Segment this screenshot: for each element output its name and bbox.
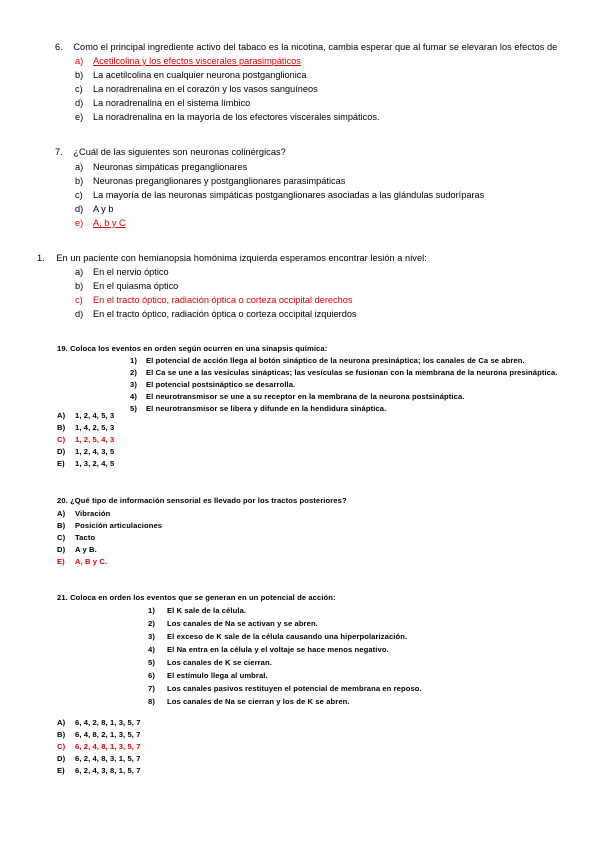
option-text: En el quiasma óptico xyxy=(93,281,179,291)
option-text: La mayoría de las neuronas simpáticas postganglionares asociadas a las glándulas sudoríparas xyxy=(93,190,485,200)
question-number: 1. xyxy=(37,253,45,263)
question-number: 7. xyxy=(55,147,63,157)
option-text: La noradrenalina en la mayoría de los efectores viscerales simpáticos. xyxy=(93,112,380,122)
option-a[interactable]: A) 6, 4, 2, 8, 1, 3, 5, 7 xyxy=(57,718,141,727)
step-4: 4) El Na entra en la célula y el voltaje se hace menos negativo. xyxy=(148,645,389,654)
option-text: Neuronas preganglionares y postganglionares parasimpáticas xyxy=(93,176,346,186)
option-a[interactable]: a) Neuronas simpáticas preganglionares xyxy=(75,162,248,172)
option-c[interactable]: C) 1, 2, 5, 4, 3 xyxy=(57,435,115,444)
option-text: Neuronas simpáticas preganglionares xyxy=(93,162,248,172)
option-b[interactable]: B) 1, 4, 2, 5, 3 xyxy=(57,423,115,432)
step-7: 7) Los canales pasivos restituyen el potencial de membrana en reposo. xyxy=(148,684,422,693)
option-c[interactable]: c) La mayoría de las neuronas simpáticas postganglionares asociadas a las glándulas sudoríparas xyxy=(75,190,485,200)
option-e[interactable]: e) La noradrenalina en la mayoría de los efectores viscerales simpáticos. xyxy=(75,112,380,122)
question-7 xyxy=(55,147,286,157)
question-text: ¿Cuál de las siguientes son neuronas colinérgicas? xyxy=(73,147,286,157)
question-20: 20. ¿Qué tipo de información sensorial es llevado por los tractos posteriores? xyxy=(57,496,347,505)
option-a[interactable]: a) Acetilcolina y los efectos viscerales parasimpáticos xyxy=(75,56,301,66)
option-text: A, b y C xyxy=(93,218,126,228)
question-text: En un paciente con hemianopsia homónima izquierda esperamos encontrar lesión a nivel: xyxy=(56,253,427,263)
option-a[interactable]: a) En el nervio óptico xyxy=(75,267,169,277)
step-4: 4) El neurotransmisor se une a su receptor en la membrana de la neurona postsináptica. xyxy=(130,392,465,401)
option-c[interactable]: c) La noradrenalina en el corazón y los vasos sanguíneos xyxy=(75,84,318,94)
option-c[interactable]: c) En el tracto óptico, radiación óptica o corteza occipital derechos xyxy=(75,295,353,305)
option-text: En el tracto óptico, radiación óptica o corteza occipital izquierdos xyxy=(93,309,357,319)
step-2: 2) Los canales de Na se activan y se abren. xyxy=(148,619,318,628)
option-text: La noradrenalina en el corazón y los vasos sanguíneos xyxy=(93,84,318,94)
option-b[interactable]: B) Posición articulaciones xyxy=(57,521,163,530)
step-5: 5) El neurotransmisor se libera y difunde en la hendidura sináptica. xyxy=(130,404,387,413)
step-8: 8) Los canales de Na se cierran y los de K se abren. xyxy=(148,697,350,706)
step-5: 5) Los canales de K se cierran. xyxy=(148,658,272,667)
option-e[interactable]: E) A, B y C. xyxy=(57,557,108,566)
option-text: A y b xyxy=(93,204,114,214)
option-a[interactable]: A) 1, 2, 4, 5, 3 xyxy=(57,411,115,420)
option-text: La noradrenalina en el sistema límbico xyxy=(93,98,251,108)
option-b[interactable]: b) La acetilcolina en cualquier neurona postganglionica xyxy=(75,70,307,80)
question-1 xyxy=(37,253,427,263)
option-d[interactable]: D) A y B. xyxy=(57,545,97,554)
option-e[interactable]: e) A, b y C xyxy=(75,218,126,228)
option-b[interactable]: b) Neuronas preganglionares y postganglionares parasimpáticas xyxy=(75,176,346,186)
question-6 xyxy=(55,42,557,52)
question-19: 19. Coloca los eventos en orden según ocurren en una sinapsis química: xyxy=(57,344,328,353)
option-e[interactable]: E) 1, 3, 2, 4, 5 xyxy=(57,459,115,468)
step-3: 3) El exceso de K sale de la célula causando una hiperpolarización. xyxy=(148,632,408,641)
question-text: Como el principal ingrediente activo del tabaco es la nicotina, cambia esperar que al fumar se elevaran los efectos de xyxy=(73,42,558,52)
option-text: En el tracto óptico, radiación óptica o corteza occipital derechos xyxy=(93,295,353,305)
step-6: 6) El estímulo llega al umbral. xyxy=(148,671,268,680)
option-d[interactable]: d) En el tracto óptico, radiación óptica o corteza occipital izquierdos xyxy=(75,309,357,319)
step-1: 1) El K sale de la célula. xyxy=(148,606,247,615)
option-c[interactable]: C) Tacto xyxy=(57,533,96,542)
option-d[interactable]: d) La noradrenalina en el sistema límbico xyxy=(75,98,251,108)
question-21: 21. Coloca en orden los eventos que se generan en un potencial de acción: xyxy=(57,593,336,602)
step-2: 2) El Ca se une a las vesículas sinápticas; las vesículas se fusionan con la membrana de la neurona presináptica. xyxy=(130,368,558,377)
option-b[interactable]: b) En el quiasma óptico xyxy=(75,281,179,291)
step-3: 3) El potencial postsináptico se desarrolla. xyxy=(130,380,296,389)
option-d[interactable]: d) A y b xyxy=(75,204,114,214)
option-d[interactable]: D) 1, 2, 4, 3, 5 xyxy=(57,447,115,456)
question-number: 6. xyxy=(55,42,63,52)
option-text: En el nervio óptico xyxy=(93,267,169,277)
option-c[interactable]: C) 6, 2, 4, 8, 1, 3, 5, 7 xyxy=(57,742,141,751)
option-text: Acetilcolina y los efectos viscerales parasimpáticos xyxy=(93,56,301,66)
step-1: 1) El potencial de acción llega al botón sináptico de la neurona presináptica; los canales de Ca se abren. xyxy=(130,356,525,365)
option-a[interactable]: A) Vibración xyxy=(57,509,111,518)
option-e[interactable]: E) 6, 2, 4, 3, 8, 1, 5, 7 xyxy=(57,766,141,775)
option-b[interactable]: B) 6, 4, 8, 2, 1, 3, 5, 7 xyxy=(57,730,141,739)
option-d[interactable]: D) 6, 2, 4, 8, 3, 1, 5, 7 xyxy=(57,754,141,763)
option-text: La acetilcolina en cualquier neurona postganglionica xyxy=(93,70,307,80)
